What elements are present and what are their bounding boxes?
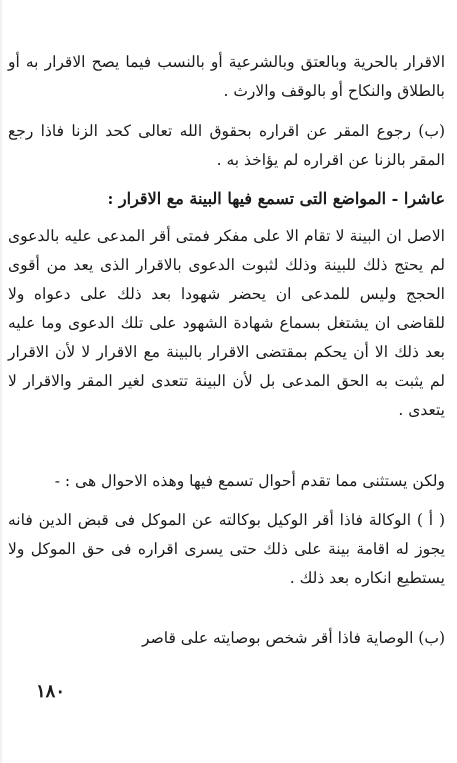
page-number: ١٨٠ <box>36 681 66 702</box>
paragraph-6: (ب) الوصاية فاذا أقر شخص بوصايته على قاصر <box>142 629 445 647</box>
section-heading: عاشرا - المواضع التى تسمع فيها البينة مع الاقرار : <box>107 189 445 208</box>
paragraph-2: (ب) رجوع المقر عن اقراره بحقوق الله تعالى كحد الزنا فاذا رجع المقر بالزنا عن اقراره لم يؤاخذ به . <box>8 122 445 169</box>
paragraph-4: ولكن يستثنى مما تقدم أحوال تسمع فيها وهذه الاحوال هى : - <box>54 472 445 490</box>
paragraph-1: الاقرار بالحرية وبالعتق وبالشرعية أو بالنسب فيما يصح الاقرار به أو بالطلاق والنكاح أو بالوقف والارث . <box>8 53 445 100</box>
paragraph-5: ( أ ) الوكالة فاذا أقر الوكيل بوكالته عن الموكل فى قبض الدين فانه يجوز له اقامة بينة على ذلك حتى يسرى اقراره فى حق الموكل ولا يستطيع انكاره بعد ذلك . <box>8 511 445 587</box>
paragraph-3: الاصل ان البينة لا تقام الا على مفكر فمتى أقر المدعى عليه بالدعوى لم يحتج ذلك للبينة وذلك لثبوت الدعوى بالاقرار الذى يعد من أقوى الحجج وليس للمدعى ان يحضر شهودا بعد ذلك على دعواه ولا للقاضى ان يشتغل بسماع شهادة الشهود على تلك الدعوى وما عليه بعد ذلك الا أن يحكم بمقتضى الاقرار بالبينة مع الاقرار لا لأن الاقرار لم يثبت به الحق المدعى بل لأن البينة تتعدى لغير المقر والاقرار لا يتعدى . <box>8 227 445 419</box>
page-edge-shadow <box>0 0 2 763</box>
